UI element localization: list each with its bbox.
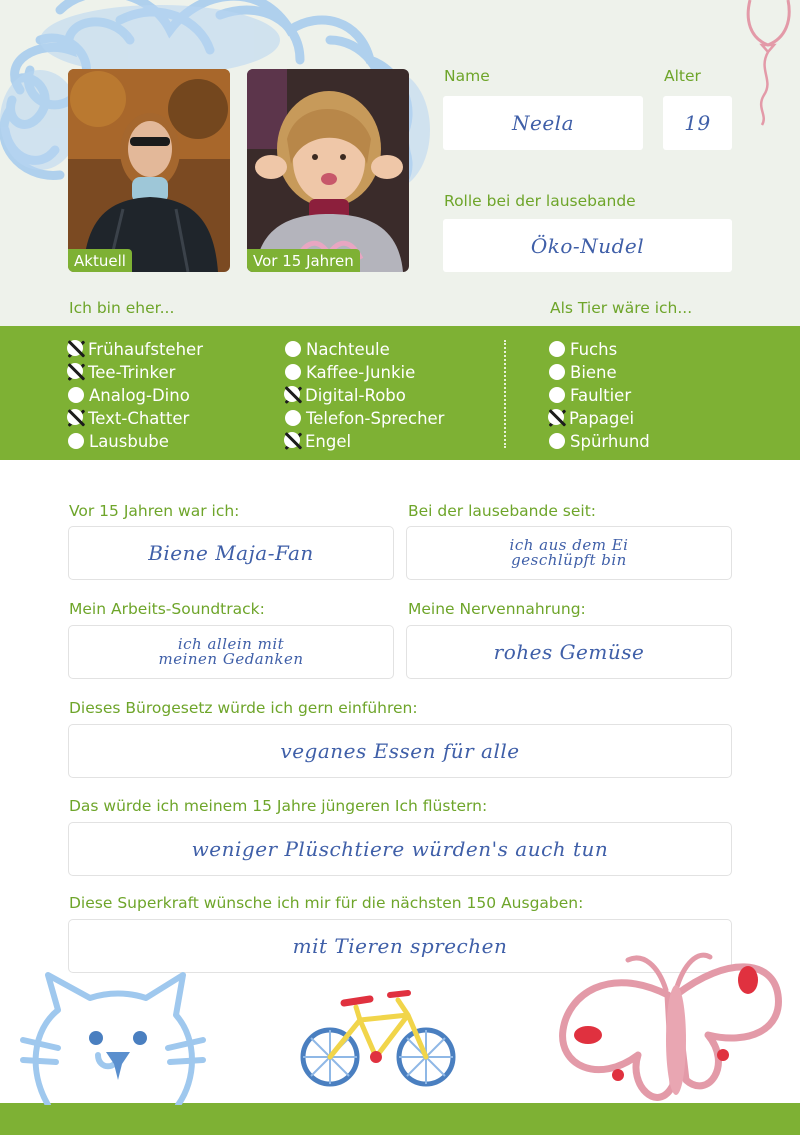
unchecked-checkbox-icon[interactable]: [285, 364, 301, 380]
power-answer-field[interactable]: mit Tieren sprechen: [68, 919, 732, 973]
option-label: Telefon-Sprecher: [306, 408, 445, 428]
option-label: Papagei: [569, 408, 635, 428]
option-label: Engel: [305, 431, 352, 451]
unchecked-checkbox-icon[interactable]: [549, 341, 565, 357]
option-label: Digital-Robo: [305, 385, 406, 405]
option-label: Text-Chatter: [88, 408, 190, 428]
option-kaffee-junkie[interactable]: [285, 361, 415, 383]
checked-checkbox-icon[interactable]: [66, 339, 86, 359]
option-label: Biene: [570, 362, 617, 382]
power-question-label: Diese Superkraft wünsche ich mir für die nächsten 150 Ausgaben:: [69, 894, 584, 912]
law-question-label: Dieses Bürogesetz würde ich gern einführen:: [69, 699, 418, 717]
option-frühaufsteher[interactable]: [68, 338, 203, 360]
since-answer-field[interactable]: ich aus dem Ei geschlüpft bin: [406, 526, 732, 580]
unchecked-checkbox-icon[interactable]: [68, 433, 84, 449]
checked-checkbox-icon[interactable]: [66, 408, 86, 428]
option-label: Analog-Dino: [89, 385, 190, 405]
option-lausbube[interactable]: [68, 430, 169, 452]
option-telefon-sprecher[interactable]: [285, 407, 444, 429]
past-answer-field[interactable]: Biene Maja-Fan: [68, 526, 394, 580]
checked-checkbox-icon[interactable]: [547, 408, 567, 428]
option-label: Fuchs: [570, 339, 618, 359]
animals-heading: Als Tier wäre ich...: [550, 299, 693, 317]
checked-checkbox-icon[interactable]: [66, 362, 86, 382]
snack-question-label: Meine Nervennahrung:: [408, 600, 586, 618]
soundtrack-question-label: Mein Arbeits-Soundtrack:: [69, 600, 265, 618]
option-label: Lausbube: [89, 431, 169, 451]
option-fuchs[interactable]: [549, 338, 617, 360]
unchecked-checkbox-icon[interactable]: [549, 364, 565, 380]
option-label: Frühaufsteher: [88, 339, 203, 359]
cat-icon: [18, 970, 208, 1105]
bicycle-icon: [298, 985, 458, 1090]
option-label: Nachteule: [306, 339, 390, 359]
option-label: Tee-Trinker: [88, 362, 176, 382]
age-field[interactable]: 19: [663, 96, 732, 150]
option-nachteule[interactable]: [285, 338, 390, 360]
option-digital-robo[interactable]: [285, 384, 406, 406]
photo-past: [247, 69, 409, 272]
photo-caption-past: Vor 15 Jahren: [247, 249, 360, 272]
name-label: Name: [444, 67, 490, 85]
option-text-chatter[interactable]: [68, 407, 189, 429]
option-tee-trinker[interactable]: [68, 361, 175, 383]
option-analog-dino[interactable]: [68, 384, 190, 406]
portrait-current-image: [68, 69, 230, 272]
age-label: Alter: [664, 67, 701, 85]
name-field[interactable]: Neela: [443, 96, 643, 150]
past-question-label: Vor 15 Jahren war ich:: [69, 502, 240, 520]
photo-current: [68, 69, 230, 272]
traits-heading: Ich bin eher...: [69, 299, 175, 317]
snack-answer-field[interactable]: rohes Gemüse: [406, 625, 732, 679]
option-label: Faultier: [570, 385, 632, 405]
unchecked-checkbox-icon[interactable]: [285, 341, 301, 357]
unchecked-checkbox-icon[interactable]: [549, 433, 565, 449]
butterfly-icon: [548, 935, 788, 1115]
option-engel[interactable]: [285, 430, 351, 452]
checked-checkbox-icon[interactable]: [283, 385, 303, 405]
unchecked-checkbox-icon[interactable]: [285, 410, 301, 426]
soundtrack-answer-field[interactable]: ich allein mit meinen Gedanken: [68, 625, 394, 679]
balloon-decoration: [740, 0, 800, 130]
option-faultier[interactable]: [549, 384, 631, 406]
checkbox-divider: [504, 340, 506, 448]
checked-checkbox-icon[interactable]: [283, 431, 303, 451]
option-label: Spürhund: [570, 431, 650, 451]
option-papagei[interactable]: [549, 407, 634, 429]
whisper-question-label: Das würde ich meinem 15 Jahre jüngeren Ich flüstern:: [69, 797, 488, 815]
role-label: Rolle bei der lausebande: [444, 192, 636, 210]
option-biene[interactable]: [549, 361, 617, 383]
option-spürhund[interactable]: [549, 430, 650, 452]
unchecked-checkbox-icon[interactable]: [549, 387, 565, 403]
since-question-label: Bei der lausebande seit:: [408, 502, 596, 520]
role-field[interactable]: Öko-Nudel: [443, 219, 732, 272]
portrait-past-image: [247, 69, 409, 272]
photo-caption-current: Aktuell: [68, 249, 132, 272]
option-label: Kaffee-Junkie: [306, 362, 416, 382]
unchecked-checkbox-icon[interactable]: [68, 387, 84, 403]
law-answer-field[interactable]: veganes Essen für alle: [68, 724, 732, 778]
whisper-answer-field[interactable]: weniger Plüschtiere würden's auch tun: [68, 822, 732, 876]
